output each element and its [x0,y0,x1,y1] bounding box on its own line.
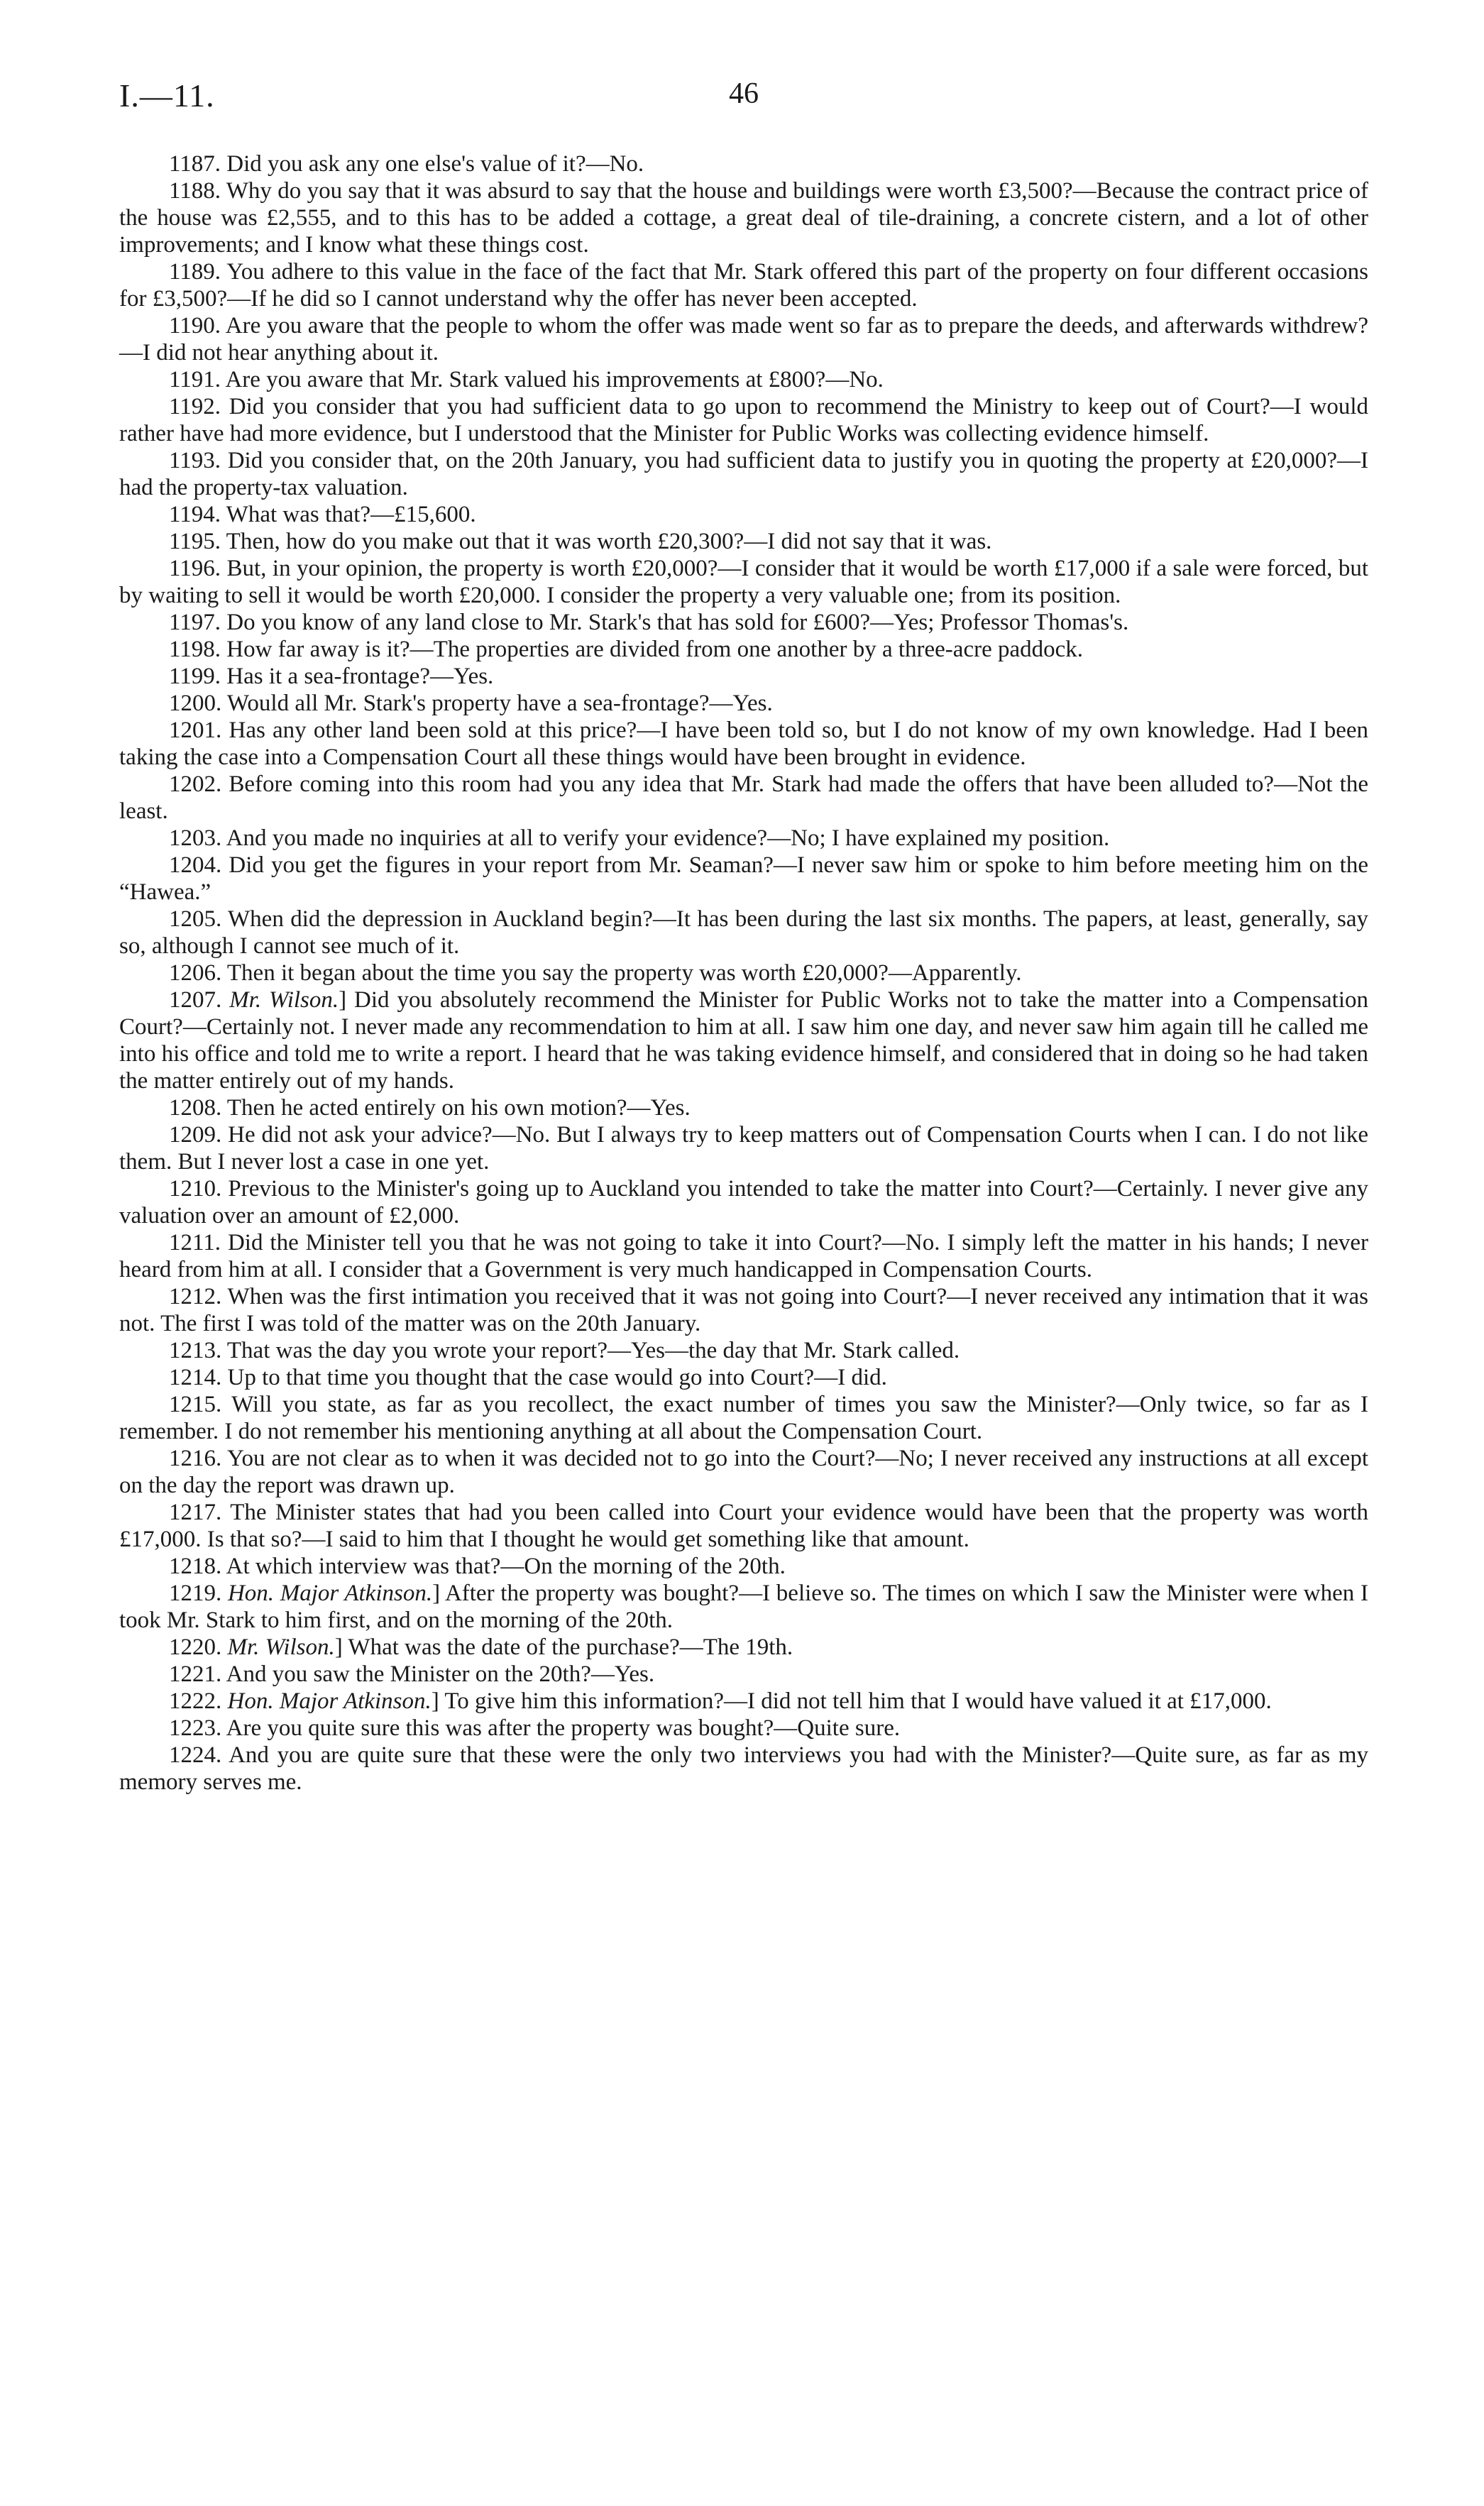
page-number: 46 [729,77,759,110]
question-answer-text: ] Did you absolutely recommend the Minister for Public Works not to take the matter into a Compensation Court?—Certainly not. I never made any recommendation to him at all. I saw him one day, and never saw him again till he called me into his office and told me to write a report. I heard that he was taking evidence himself, and considered that in doing so he had taken the matter entirely out of my hands. [119,987,1369,1094]
question-answer-text: 1190. Are you aware that the people to whom the offer was made went so far as to prepare the deeds, and afterwards withdrew?—I did not hear anything about it. [119,313,1368,366]
question-answer-text: 1194. What was that?—£15,600. [169,502,476,527]
question-number: 1219. [169,1581,228,1606]
qa-paragraph [119,1391,1368,1445]
question-answer-text: 1223. Are you quite sure this was after the property was bought?—Quite sure. [169,1715,901,1741]
question-number: 1222. [169,1688,228,1714]
question-answer-text: 1191. Are you aware that Mr. Stark valued his improvements at £800?—No. [169,367,884,392]
question-answer-text: 1192. Did you consider that you had sufficient data to go upon to recommend the Ministry to keep out of Court?—I would rather have had more evidence, but I understood that the Minister for Public Works was collecting evidence himself. [119,394,1368,446]
qa-paragraph [119,636,1368,663]
qa-paragraph [119,1580,1368,1634]
question-answer-text: 1217. The Minister states that had you been called into Court your evidence would have been that the property was worth £17,000. Is that so?—I said to him that I thought he would get something like that amount. [119,1500,1368,1552]
question-answer-text: 1205. When did the depression in Auckland begin?—It has been during the last six months. The papers, at least, generally, say so, although I cannot see much of it. [119,906,1368,959]
qa-paragraph [119,555,1368,609]
question-answer-text: ] To give him this information?—I did not tell him that I would have valued it at £17,000. [431,1688,1272,1714]
speaker-name: Hon. Major Atkinson. [227,1688,432,1714]
qa-paragraph [119,258,1368,312]
question-answer-text: 1196. But, in your opinion, the property is worth £20,000?—I consider that it would be worth £17,000 if a sale were forced, but by waiting to sell it would be worth £20,000. I consider the property a very valuable one; from its position. [119,556,1368,608]
question-number: 1207. [169,987,230,1013]
qa-paragraph [119,1553,1368,1580]
qa-paragraph [119,1337,1368,1364]
document-reference: I.—11. [119,77,215,114]
qa-paragraph [119,1715,1368,1742]
qa-paragraph [119,771,1368,825]
question-answer-text: 1189. You adhere to this value in the face of the fact that Mr. Stark offered this part of the property on four different occasions for £3,500?—If he did so I cannot understand why the offer has never been accepted. [119,259,1368,312]
question-answer-text: 1187. Did you ask any one else's value of it?—No. [169,151,644,177]
qa-paragraph [119,1661,1368,1688]
question-answer-text: 1201. Has any other land been sold at this price?—I have been told so, but I do not know of my own knowledge. Had I been taking the case into a Compensation Court all these things would have been brought in evidence. [119,718,1368,770]
qa-paragraph [119,1229,1368,1283]
qa-paragraph [119,393,1368,447]
question-answer-text: 1199. Has it a sea-frontage?—Yes. [169,664,494,689]
qa-paragraph [119,501,1368,528]
qa-paragraph [119,1634,1368,1661]
question-answer-text: 1200. Would all Mr. Stark's property have a sea-frontage?—Yes. [169,691,773,716]
question-answer-text: 1215. Will you state, as far as you recollect, the exact number of times you saw the Minister?—Only twice, so far as I remember. I do not remember his mentioning anything at all about the Compensation Court. [119,1392,1368,1444]
qa-paragraph [119,366,1368,393]
question-answer-text: 1224. And you are quite sure that these were the only two interviews you had with the Minister?—Quite sure, as far as my memory serves me. [119,1742,1368,1795]
question-answer-text: 1211. Did the Minister tell you that he was not going to take it into Court?—No. I simply left the matter in his hands; I never heard from him at all. I consider that a Government is very much handicapped in Compensation Courts. [119,1230,1368,1282]
qa-paragraph [119,1364,1368,1391]
qa-paragraph [119,1499,1368,1553]
qa-paragraph [119,177,1368,258]
qa-paragraph [119,1121,1368,1175]
question-answer-text: 1195. Then, how do you make out that it was worth £20,300?—I did not say that it was. [169,529,992,554]
question-answer-text: 1221. And you saw the Minister on the 20th?—Yes. [169,1661,655,1687]
qa-paragraph [119,1094,1368,1121]
qa-paragraph [119,528,1368,555]
question-answer-text: 1212. When was the first intimation you received that it was not going into Court?—I never received any intimation that it was not. The first I was told of the matter was on the 20th January. [119,1284,1368,1336]
question-answer-text: 1197. Do you know of any land close to Mr. Stark's that has sold for £600?—Yes; Professor Thomas's. [169,610,1129,635]
qa-paragraph [119,609,1368,636]
qa-paragraph [119,717,1368,771]
question-answer-text: ] What was the date of the purchase?—The 19th. [334,1634,793,1660]
qa-paragraph [119,312,1368,366]
question-answer-text: 1214. Up to that time you thought that the case would go into Court?—I did. [169,1365,887,1390]
question-answer-text: 1218. At which interview was that?—On the morning of the 20th. [169,1554,786,1579]
qa-paragraph [119,1175,1368,1229]
qa-paragraph [119,1742,1368,1796]
question-answer-text: 1208. Then he acted entirely on his own motion?—Yes. [169,1095,691,1121]
qa-paragraph [119,825,1368,852]
qa-paragraph [119,852,1368,906]
question-answer-text: 1188. Why do you say that it was absurd to say that the house and buildings were worth £3,500?—Because the contract price of the house was £2,555, and to this has to be added a cottage, a great deal of tile-draining, a concrete cistern, and a lot of other improvements; and I know what these things cost. [119,178,1368,258]
question-answer-text: 1203. And you made no inquiries at all to verify your evidence?—No; I have explained my position. [169,825,1110,851]
question-number: 1220. [169,1634,228,1660]
speaker-name: Hon. Major Atkinson. [227,1581,433,1606]
speaker-name: Mr. Wilson. [227,1634,335,1660]
question-answer-text: 1209. He did not ask your advice?—No. But I always try to keep matters out of Compensation Courts when I can. I do not like them. But I never lost a case in one yet. [119,1122,1368,1175]
qa-paragraph [119,1688,1368,1715]
qa-paragraph [119,447,1368,501]
question-answer-text: ] After the property was bought?—I believe so. The times on which I saw the Minister were when I took Mr. Stark to him first, and on the morning of the 20th. [119,1581,1368,1633]
question-answer-text: 1210. Previous to the Minister's going up to Auckland you intended to take the matter into Court?—Certainly. I never give any valuation over an amount of £2,000. [119,1176,1368,1229]
qa-paragraph [119,1283,1368,1337]
question-answer-text: 1198. How far away is it?—The properties are divided from one another by a three-acre paddock. [169,637,1084,662]
question-answer-text: 1216. You are not clear as to when it was decided not to go into the Court?—No; I never received any instructions at all except on the day the report was drawn up. [119,1446,1368,1498]
speaker-name: Mr. Wilson. [229,987,339,1013]
evidence-text [119,150,1368,1796]
question-answer-text: 1193. Did you consider that, on the 20th January, you had sufficient data to justify you in quoting the property at £20,000?—I had the property-tax valuation. [119,448,1368,500]
qa-paragraph [119,690,1368,717]
qa-paragraph [119,960,1368,987]
question-answer-text: 1213. That was the day you wrote your report?—Yes—the day that Mr. Stark called. [169,1338,960,1363]
question-answer-text: 1204. Did you get the figures in your report from Mr. Seaman?—I never saw him or spoke to him before meeting him on the “Hawea.” [119,852,1368,905]
question-answer-text: 1206. Then it began about the time you say the property was worth £20,000?—Apparently. [169,960,1022,986]
qa-paragraph [119,663,1368,690]
qa-paragraph [119,1445,1368,1499]
qa-paragraph [119,987,1368,1094]
question-answer-text: 1202. Before coming into this room had you any idea that Mr. Stark had made the offers that have been alluded to?—Not the least. [119,771,1368,824]
page-header [119,77,1368,119]
qa-paragraph [119,150,1368,177]
qa-paragraph [119,906,1368,960]
